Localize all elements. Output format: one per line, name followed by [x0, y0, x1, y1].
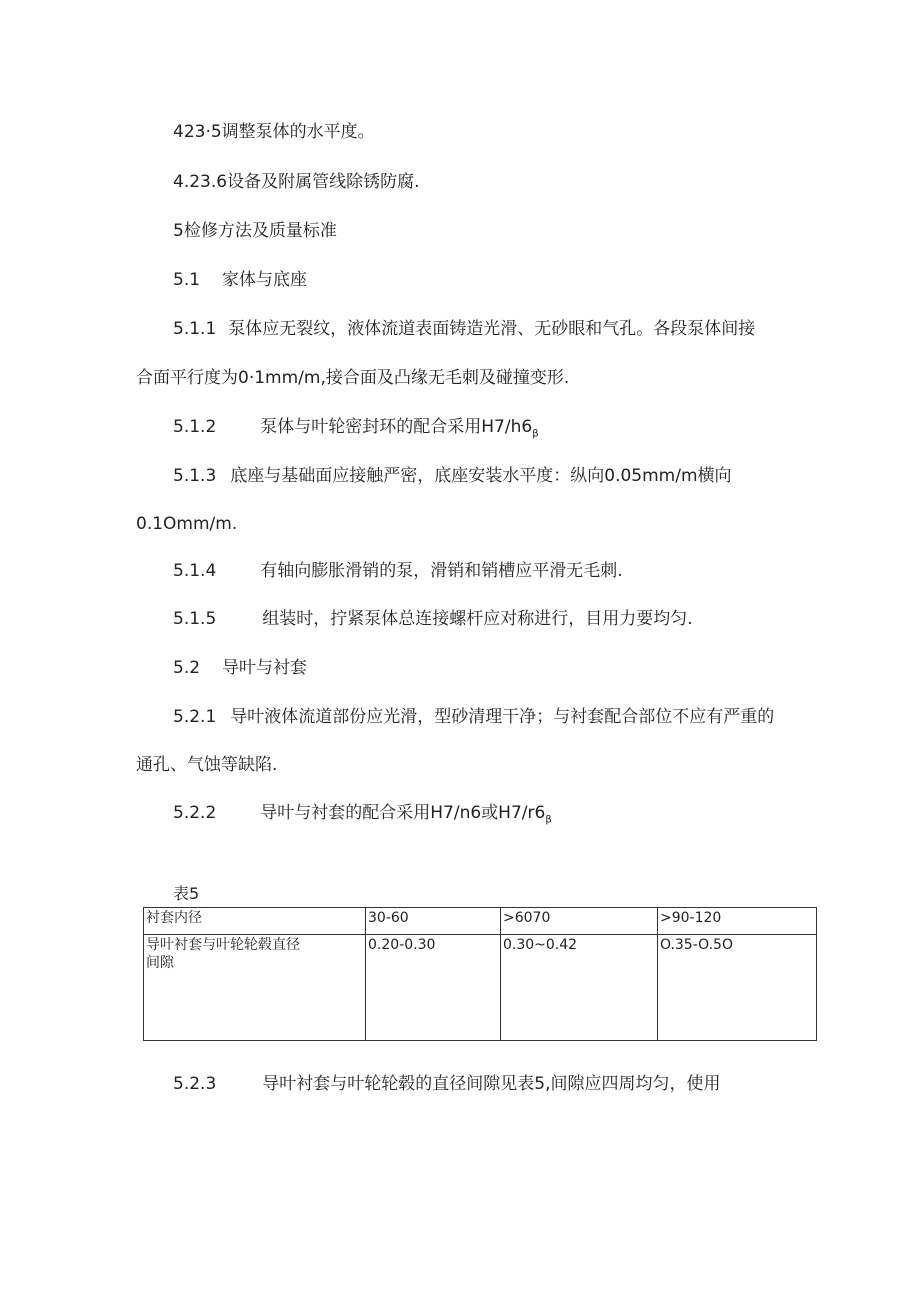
clause-text: 导叶衬套与叶轮轮毂的直径间隙见表5,间隙应四周均匀，使用 [262, 1074, 721, 1094]
table-cell: 衬套内径 [144, 908, 366, 935]
table-cell: >90-120 [658, 908, 817, 935]
heading-number: 5.1 [173, 270, 201, 290]
clause-text: 底座与基础面应接触严密，底座安装水平度：纵向0.05mm∕m横向 [230, 466, 732, 486]
clearance-table [143, 907, 817, 1041]
paragraph-5-2-2 [173, 802, 552, 831]
table-cell: 导叶衬套与叶轮轮毂直径 间隙 [144, 935, 366, 1041]
table-cell: 0.20-0.30 [366, 935, 501, 1041]
clause-number: 5.2.3 [173, 1074, 217, 1094]
clause-number: 5.2.1 [173, 707, 217, 727]
table-cell: >6070 [501, 908, 658, 935]
heading-text: 家体与底座 [222, 270, 308, 290]
table-caption: 表5 [173, 884, 200, 903]
clause-number: 5.1.4 [173, 561, 217, 581]
clause-text: 导叶液体流道部份应光滑，型砂清理干净；与衬套配合部位不应有严重的 [230, 707, 775, 727]
heading-5-2 [173, 657, 307, 679]
table-header-row [144, 908, 817, 935]
paragraph-5-2-1 [173, 706, 774, 728]
table-cell: 30-60 [366, 908, 501, 935]
paragraph-4-23-5: 423·5调整泵体的水平度。 [173, 122, 375, 142]
paragraph-5-1-3-continuation: 0.1Omm∕m. [136, 514, 238, 534]
clause-number: 5.2.2 [173, 803, 217, 823]
section-heading-5: 5检修方法及质量标准 [173, 221, 337, 241]
clause-subscript: β [532, 428, 539, 440]
clause-number: 5.1.3 [173, 466, 217, 486]
paragraph-5-1-3 [173, 465, 732, 487]
clause-text: 组装时，拧紧泵体总连接螺杆应对称进行，目用力要均匀. [262, 609, 693, 629]
paragraph-4-23-6: 4.23.6设备及附属管线除锈防腐. [173, 172, 420, 192]
paragraph-5-2-3 [173, 1073, 720, 1095]
clause-text: 泵体与叶轮密封环的配合采用H7∕h6 [260, 417, 533, 437]
clause-number: 5.1.2 [173, 417, 217, 437]
clause-text: 有轴向膨胀滑销的泵，滑销和销槽应平滑无毛刺. [260, 561, 623, 581]
paragraph-5-1-2 [173, 416, 539, 445]
table-cell: O.35-O.5O [658, 935, 817, 1041]
clause-number: 5.1.5 [173, 609, 217, 629]
table-row [144, 935, 817, 1041]
paragraph-5-2-1-continuation: 通孔、气蚀等缺陷. [136, 755, 278, 775]
heading-text: 导叶与衬套 [222, 658, 308, 678]
table-cell: 0.30~0.42 [501, 935, 658, 1041]
paragraph-5-1-5 [173, 608, 693, 630]
paragraph-5-1-1-continuation: 合面平行度为0·1mm∕m,接合面及凸缘无毛刺及碰撞变形. [136, 368, 570, 388]
clause-number: 5.1.1 [173, 319, 217, 339]
clause-subscript: β [545, 814, 552, 826]
heading-5-1 [173, 269, 307, 291]
clause-text: 导叶与衬套的配合采用H7/n6或H7∕r6 [260, 803, 546, 823]
clause-text: 泵体应无裂纹，液体流道表面铸造光滑、无砂眼和气孔。各段泵体间接 [228, 319, 756, 339]
paragraph-5-1-4 [173, 560, 623, 582]
heading-number: 5.2 [173, 658, 201, 678]
paragraph-5-1-1 [173, 318, 755, 340]
